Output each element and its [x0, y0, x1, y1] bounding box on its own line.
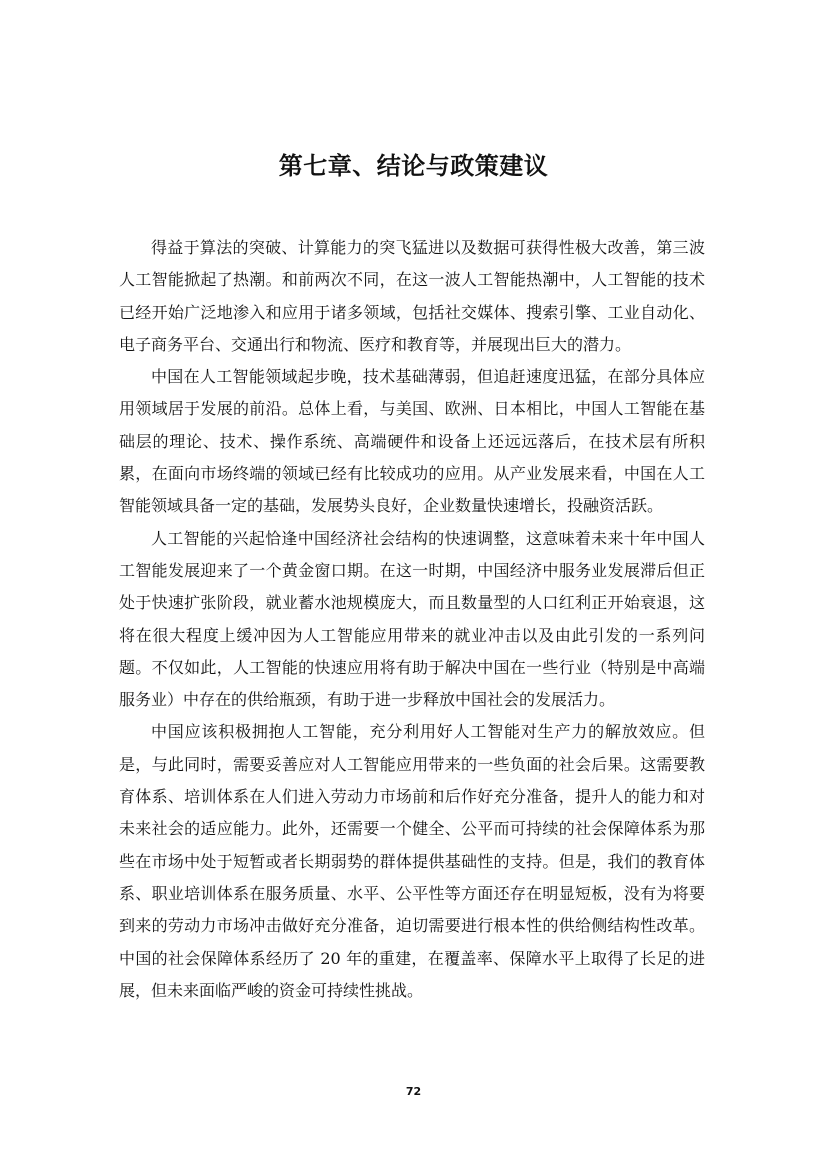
body-text: [119, 232, 705, 1007]
page-number: 72: [405, 1085, 422, 1098]
paragraph: 中国在人工智能领域起步晚，技术基础薄弱，但追赶速度迅猛，在部分具体应用领域居于发展的前沿。总体上看，与美国、欧洲、日本相比，中国人工智能在基础层的理论、技术、操作系统、高端硬件和设备上还远远落后，在技术层有所积累，在面向市场终端的领域已经有比较成功的应用。从产业发展来看，中国在人工智能领域具备一定的基础，发展势头良好，企业数量快速增长，投融资活跃。: [119, 367, 705, 516]
paragraph: 中国应该积极拥抱人工智能，充分利用好人工智能对生产力的解放效应。但是，与此同时，需要妥善应对人工智能应用带来的一些负面的社会后果。这需要教育体系、培训体系在人们进入劳动力市场前和后作好充分准备，提升人的能力和对未来社会的适应能力。此外，还需要一个健全、公平而可持续的社会保障体系为那些在市场中处于短暂或者长期弱势的群体提供基础性的支持。但是，我们的教育体系、职业培训体系在服务质量、水平、公平性等方面还存在明显短板，没有为将要到来的劳动力市场冲击做好充分准备，迫切需要进行根本性的供给侧结构性改革。中国的社会保障体系经历了 20 年的重建，在覆盖率、保障水平上取得了长足的进展，但未来面临严峻的资金可持续性挑战。: [119, 722, 705, 1000]
chapter-title: 第七章、结论与政策建议: [278, 151, 549, 180]
paragraph: 人工智能的兴起恰逢中国经济社会结构的快速调整，这意味着未来十年中国人工智能发展迎来了一个黄金窗口期。在这一时期，中国经济中服务业发展滞后但正处于快速扩张阶段，就业蓄水池规模庞大，而且数量型的人口红利正开始衰退，这将在很大程度上缓冲因为人工智能应用带来的就业冲击以及由此引发的一系列问题。不仅如此，人工智能的快速应用将有助于解决中国在一些行业（特别是中高端服务业）中存在的供给瓶颈，有助于进一步释放中国社会的发展活力。: [119, 528, 705, 710]
paragraph: 得益于算法的突破、计算能力的突飞猛进以及数据可获得性极大改善，第三波人工智能掀起了热潮。和前两次不同，在这一波人工智能热潮中，人工智能的技术已经开始广泛地渗入和应用于诸多领域，包括社交媒体、搜索引擎、工业自动化、电子商务平台、交通出行和物流、医疗和教育等，并展现出巨大的潜力。: [119, 238, 705, 354]
